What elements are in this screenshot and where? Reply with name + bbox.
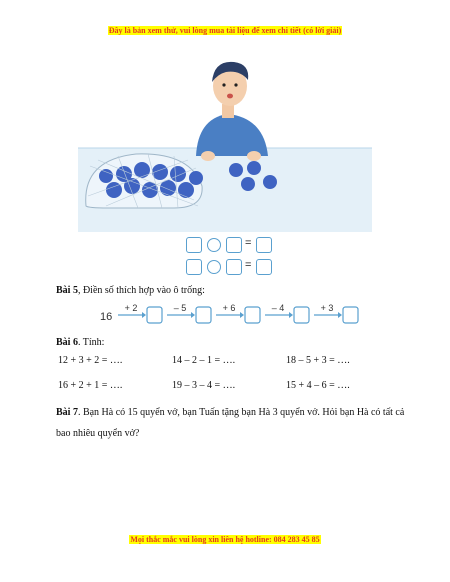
chain-arrowhead — [142, 312, 146, 318]
chain-step-label: + 2 — [124, 303, 138, 313]
chain-step-label: – 4 — [271, 303, 285, 313]
equals-sign: = — [245, 259, 252, 271]
calc-item: 12 + 3 + 2 = …. — [58, 355, 123, 366]
answer-box[interactable] — [186, 259, 202, 275]
chain-start-number: 16 — [100, 311, 113, 323]
exercise-7-text: Bài 7. Bạn Hà có 15 quyển vở, bạn Tuấn tặng bạn Hà 3 quyển vở. Hỏi bạn Hà có tất cả bao nhiêu quyển vở? — [56, 407, 405, 439]
chain-arrowhead — [289, 312, 293, 318]
chain-answer-box[interactable] — [196, 307, 211, 323]
answer-box[interactable] — [256, 259, 272, 275]
preview-banner: Đây là bản xem thử, vui lòng mua tài liệu để xem chi tiết (có lời giải) — [108, 26, 342, 35]
answer-box[interactable] — [226, 237, 242, 253]
calc-item: 19 – 3 – 4 = …. — [172, 380, 236, 391]
equals-sign: = — [245, 237, 252, 249]
boy — [196, 62, 268, 161]
chain-answer-box[interactable] — [343, 307, 358, 323]
operator-circle[interactable] — [207, 238, 221, 252]
number-chain — [100, 302, 360, 326]
chain-answer-box[interactable] — [147, 307, 162, 323]
calc-item: 16 + 2 + 1 = …. — [58, 380, 123, 391]
operator-circle[interactable] — [207, 260, 221, 274]
exercise-6-heading: Bài 6. Tính: — [56, 337, 105, 348]
answer-box[interactable] — [256, 237, 272, 253]
chain-step-label: – 5 — [173, 303, 187, 313]
answer-box[interactable] — [186, 237, 202, 253]
answer-box[interactable] — [226, 259, 242, 275]
calc-item: 15 + 4 – 6 = …. — [286, 380, 350, 391]
chain-answer-box[interactable] — [294, 307, 309, 323]
boy-with-apples-illustration — [78, 56, 372, 232]
calc-item: 14 – 2 – 1 = …. — [172, 355, 236, 366]
chain-step-label: + 3 — [320, 303, 334, 313]
chain-arrowhead — [338, 312, 342, 318]
hotline-banner: Mọi thắc mắc vui lòng xin liên hệ hotline: 084 283 45 85 — [130, 535, 320, 544]
exercise-5-heading: Bài 5, Điền số thích hợp vào ô trống: — [56, 285, 205, 296]
chain-arrowhead — [191, 312, 195, 318]
chain-arrowhead — [240, 312, 244, 318]
calc-item: 18 – 5 + 3 = …. — [286, 355, 350, 366]
chain-step-label: + 6 — [222, 303, 236, 313]
chain-answer-box[interactable] — [245, 307, 260, 323]
